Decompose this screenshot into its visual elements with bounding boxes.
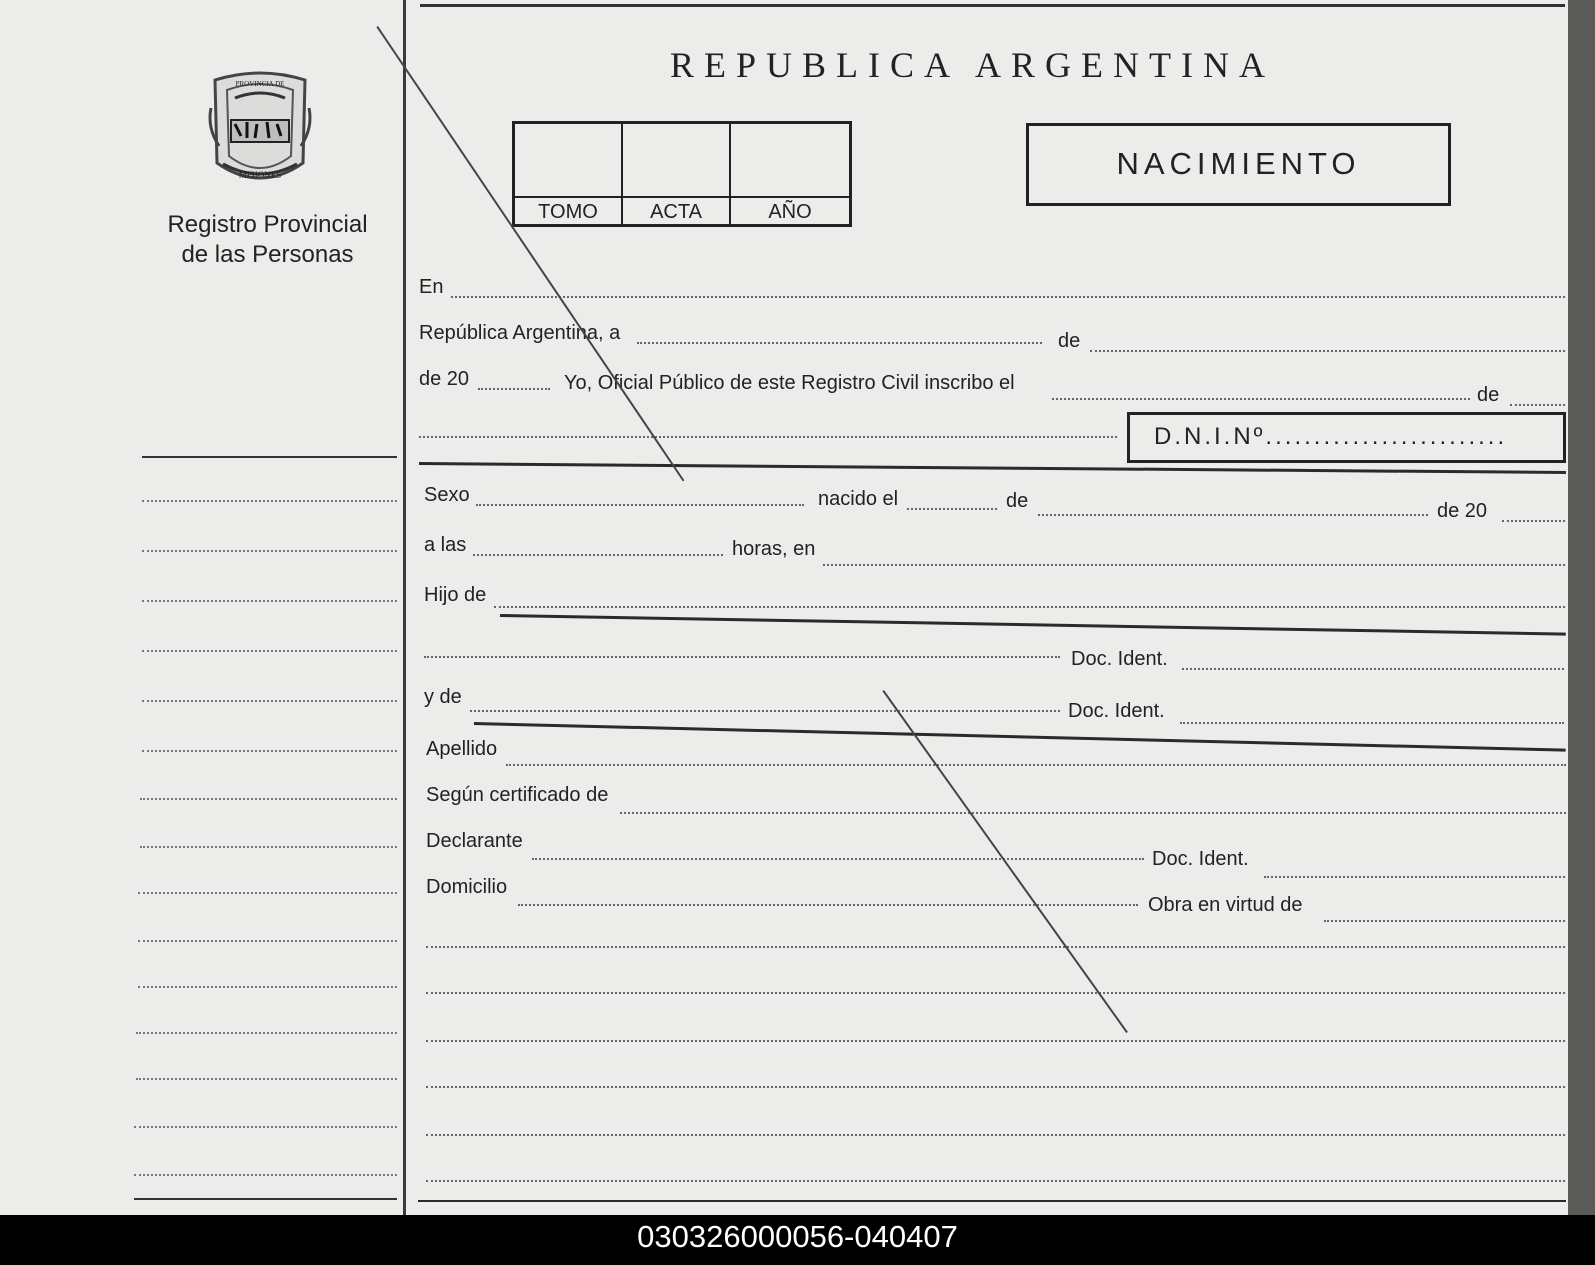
- barcode-number: 030326000056-040407: [637, 1219, 958, 1254]
- field-hora[interactable]: [473, 554, 723, 556]
- field-declarante[interactable]: [532, 858, 1144, 860]
- field-extra-line[interactable]: [426, 1040, 1565, 1042]
- svg-text:PROVINCIA DE: PROVINCIA DE: [235, 80, 285, 88]
- field-nacido-ano[interactable]: [1502, 520, 1565, 522]
- field-extra-line[interactable]: [426, 992, 1565, 994]
- field-lugar[interactable]: [823, 564, 1565, 566]
- left-line: [142, 500, 397, 502]
- registry-line-1: Registro Provincial: [167, 211, 368, 238]
- dni-box[interactable]: D.N.I.Nº.........................: [1127, 412, 1566, 463]
- label-nacido-el: nacido el: [818, 488, 899, 510]
- acta-label: ACTA: [623, 198, 731, 227]
- field-nacido-dia[interactable]: [907, 508, 997, 510]
- field-extra-line[interactable]: [426, 1086, 1565, 1088]
- left-line: [138, 892, 397, 894]
- field-doc-ident-2[interactable]: [1180, 722, 1564, 724]
- label-horas-en: horas, en: [732, 538, 816, 560]
- field-extra-line[interactable]: [426, 946, 1565, 948]
- field-domicilio[interactable]: [518, 904, 1138, 906]
- label-de20-2: de 20: [1437, 500, 1488, 522]
- tomo-cell[interactable]: [515, 124, 623, 196]
- label-sexo: Sexo: [424, 484, 470, 506]
- label-yo-oficial: Yo, Oficial Público de este Registro Civil inscribo el: [564, 372, 1015, 394]
- registry-line-2: de las Personas: [181, 241, 354, 268]
- province-seal-icon: [205, 68, 315, 190]
- top-rule: [420, 4, 1565, 7]
- book-reference-box: [512, 121, 852, 227]
- field-apellido[interactable]: [506, 764, 1566, 766]
- left-line: [138, 940, 397, 942]
- left-line: [142, 550, 397, 552]
- ano-cell[interactable]: [731, 124, 849, 196]
- svg-text:MISIONES: MISIONES: [238, 170, 282, 180]
- field-segun[interactable]: [620, 812, 1566, 814]
- field-day[interactable]: [637, 342, 1042, 344]
- label-a-las: a las: [424, 534, 467, 556]
- label-obra: Obra en virtud de: [1148, 894, 1303, 916]
- label-doc-ident-1: Doc. Ident.: [1071, 648, 1168, 670]
- label-de20: de 20: [419, 368, 470, 390]
- field-de-2[interactable]: [1510, 404, 1565, 406]
- left-line: [136, 1032, 397, 1034]
- label-apellido: Apellido: [426, 738, 498, 760]
- left-bottom-rule: [134, 1198, 397, 1200]
- field-name-line[interactable]: [419, 436, 1117, 438]
- label-de-2: de: [1477, 384, 1500, 406]
- field-madre[interactable]: [470, 710, 1060, 712]
- label-domicilio: Domicilio: [426, 876, 508, 898]
- left-line: [142, 700, 397, 702]
- book-labels-row: [515, 196, 849, 227]
- field-doc-ident-1[interactable]: [1182, 668, 1564, 670]
- field-month[interactable]: [1090, 350, 1565, 352]
- page-edge: [1568, 0, 1595, 1215]
- label-doc-ident-2: Doc. Ident.: [1068, 700, 1165, 722]
- field-padre[interactable]: [424, 656, 1060, 658]
- field-extra-line[interactable]: [426, 1134, 1565, 1136]
- left-line: [142, 600, 397, 602]
- registry-name: [155, 210, 380, 270]
- label-de: de: [1058, 330, 1081, 352]
- record-type-box: NACIMIENTO: [1026, 123, 1451, 206]
- label-republica: República Argentina, a: [419, 322, 621, 344]
- field-sexo[interactable]: [476, 504, 804, 506]
- field-hijo-de[interactable]: [494, 606, 1565, 608]
- left-line: [140, 798, 397, 800]
- document-title: REPUBLICA ARGENTINA: [670, 45, 1276, 85]
- left-line: [140, 846, 397, 848]
- left-line: [134, 1126, 397, 1128]
- left-line: [136, 1078, 397, 1080]
- field-extra-line[interactable]: [426, 1180, 1565, 1182]
- label-segun: Según certificado de: [426, 784, 609, 806]
- left-line: [138, 986, 397, 988]
- acta-cell[interactable]: [623, 124, 731, 196]
- left-line: [142, 750, 397, 752]
- label-doc-ident-3: Doc. Ident.: [1152, 848, 1249, 870]
- left-line: [134, 1174, 397, 1176]
- ano-label: AÑO: [768, 201, 812, 223]
- label-en: En: [419, 276, 444, 298]
- field-year[interactable]: [478, 388, 550, 390]
- label-declarante: Declarante: [426, 830, 523, 852]
- field-en[interactable]: [451, 296, 1565, 298]
- label-de-3: de: [1006, 490, 1029, 512]
- bottom-rule: [418, 1200, 1566, 1202]
- tomo-label: TOMO: [515, 198, 623, 227]
- field-nacido-mes[interactable]: [1038, 514, 1428, 516]
- field-doc-ident-3[interactable]: [1264, 876, 1565, 878]
- left-top-rule: [142, 456, 397, 458]
- left-line: [142, 650, 397, 652]
- label-y-de: y de: [424, 686, 462, 708]
- field-inscribo[interactable]: [1052, 398, 1470, 400]
- label-hijo-de: Hijo de: [424, 584, 487, 606]
- column-divider: [403, 0, 406, 1215]
- field-obra[interactable]: [1324, 920, 1565, 922]
